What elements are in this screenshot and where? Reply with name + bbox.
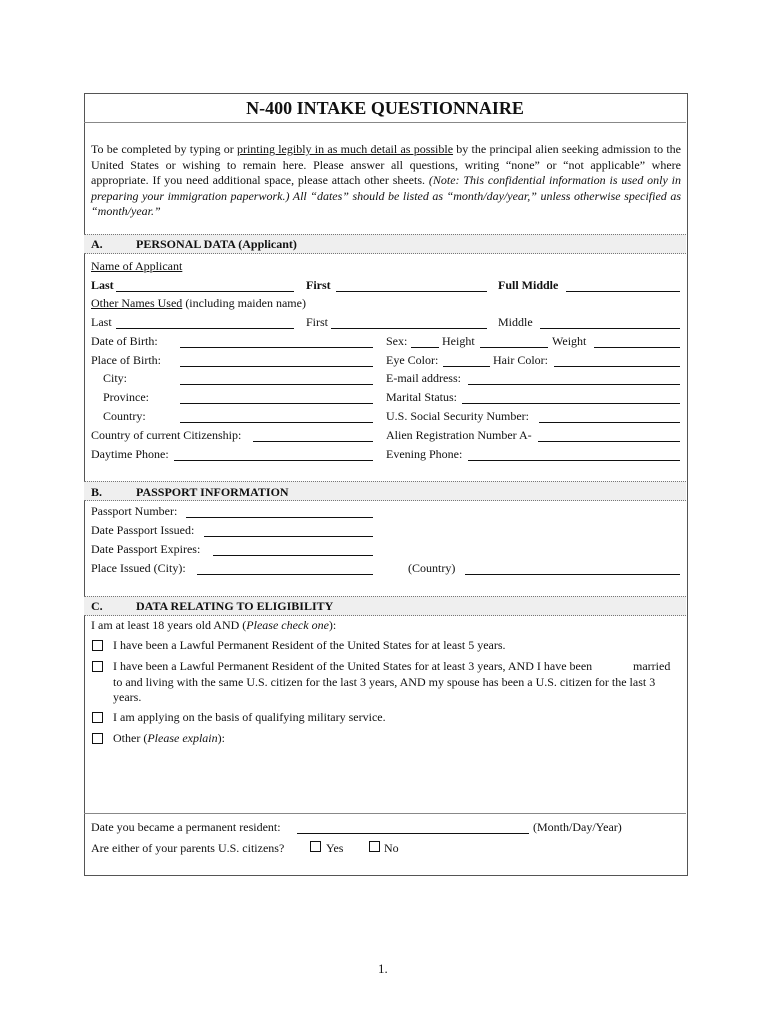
intro-paragraph: To be completed by typing or printing legibly in as much detail as possible by the principal alien seeking admission to the United States or wishing to remain here. Please answer all questions, writing “none” or “not applicable” where appropriate. If you need additional space, please attach other sheets. (Note: This confidential information is used only in preparing your immigration paperwork.) All “dates” should be listed as “month/day/year,” unless otherwise specified as “month/year.” bbox=[91, 142, 682, 219]
passport-country-label: (Country) bbox=[408, 561, 456, 575]
pr-date-field[interactable] bbox=[297, 833, 529, 834]
option-3-years-married-word: married bbox=[633, 659, 671, 673]
section-c-letter: C. bbox=[91, 599, 103, 613]
evening-phone-field[interactable] bbox=[468, 460, 680, 461]
first-name-label: First bbox=[306, 278, 331, 292]
page-number: 1. bbox=[378, 961, 388, 976]
place-issued-label: Place Issued (City): bbox=[91, 561, 186, 575]
other-first-label: First bbox=[306, 315, 329, 329]
other-last-label: Last bbox=[91, 315, 112, 329]
weight-field[interactable] bbox=[594, 347, 680, 348]
other-first-field[interactable] bbox=[331, 328, 487, 329]
daytime-phone-label: Daytime Phone: bbox=[91, 447, 169, 461]
option-other-checkbox[interactable] bbox=[92, 733, 103, 744]
section-a-letter: A. bbox=[91, 237, 103, 251]
daytime-phone-field[interactable] bbox=[174, 460, 373, 461]
pob-field[interactable] bbox=[180, 366, 373, 367]
city-label: City: bbox=[103, 371, 128, 385]
option-5-years-checkbox[interactable] bbox=[92, 640, 103, 651]
pr-date-format: (Month/Day/Year) bbox=[533, 820, 622, 834]
parents-no-checkbox[interactable] bbox=[369, 841, 380, 852]
age-requirement-text: I am at least 18 years old AND (Please check one): bbox=[91, 618, 337, 632]
option-5-years-text: I have been a Lawful Permanent Resident of the United States for at least 5 years. bbox=[113, 638, 506, 652]
other-last-field[interactable] bbox=[116, 328, 294, 329]
eye-color-field[interactable] bbox=[443, 366, 490, 367]
passport-number-label: Passport Number: bbox=[91, 504, 178, 518]
full-middle-field[interactable] bbox=[566, 291, 680, 292]
email-label: E-mail address: bbox=[386, 371, 461, 385]
sex-field[interactable] bbox=[411, 347, 439, 348]
parents-no-label: No bbox=[384, 841, 399, 855]
province-label: Province: bbox=[103, 390, 149, 404]
other-names-label: Other Names Used (including maiden name) bbox=[91, 296, 306, 310]
email-field[interactable] bbox=[468, 384, 680, 385]
full-middle-label: Full Middle bbox=[498, 278, 559, 292]
ssn-label: U.S. Social Security Number: bbox=[386, 409, 529, 423]
section-b-heading: PASSPORT INFORMATION bbox=[136, 485, 289, 499]
section-c-heading: DATA RELATING TO ELIGIBILITY bbox=[136, 599, 334, 613]
form-title: N-400 INTAKE QUESTIONNAIRE bbox=[246, 98, 524, 118]
country-field[interactable] bbox=[180, 422, 373, 423]
last-name-field[interactable] bbox=[116, 291, 294, 292]
passport-country-field[interactable] bbox=[465, 574, 680, 575]
citizenship-label: Country of current Citizenship: bbox=[91, 428, 242, 442]
parents-yes-label: Yes bbox=[326, 841, 344, 855]
evening-phone-label: Evening Phone: bbox=[386, 447, 463, 461]
passport-issued-field[interactable] bbox=[204, 536, 373, 537]
ssn-field[interactable] bbox=[539, 422, 680, 423]
section-c-divider bbox=[84, 813, 686, 814]
option-3-years-text-rest: to and living with the same U.S. citizen for the last 3 years, AND my spouse has been a U.S. citizen for the last 3 years. bbox=[113, 675, 656, 705]
alien-number-field[interactable] bbox=[538, 441, 680, 442]
title-divider bbox=[84, 122, 686, 123]
parents-citizens-question: Are either of your parents U.S. citizens? bbox=[91, 841, 285, 855]
other-middle-field[interactable] bbox=[540, 328, 680, 329]
last-name-label: Last bbox=[91, 278, 114, 292]
passport-issued-label: Date Passport Issued: bbox=[91, 523, 195, 537]
height-label: Height bbox=[442, 334, 475, 348]
hair-color-field[interactable] bbox=[554, 366, 680, 367]
passport-expires-label: Date Passport Expires: bbox=[91, 542, 201, 556]
height-field[interactable] bbox=[480, 347, 548, 348]
section-b-letter: B. bbox=[91, 485, 103, 499]
marital-status-field[interactable] bbox=[462, 403, 680, 404]
option-military-text: I am applying on the basis of qualifying military service. bbox=[113, 710, 386, 724]
parents-yes-checkbox[interactable] bbox=[310, 841, 321, 852]
hair-color-label: Hair Color: bbox=[493, 353, 548, 367]
city-field[interactable] bbox=[180, 384, 373, 385]
other-middle-label: Middle bbox=[498, 315, 533, 329]
option-3-years-text-line1: I have been a Lawful Permanent Resident of the United States for at least 3 years, AND I have been bbox=[113, 659, 593, 673]
option-other-text: Other (Please explain): bbox=[113, 731, 225, 745]
place-issued-field[interactable] bbox=[197, 574, 373, 575]
pob-label: Place of Birth: bbox=[91, 353, 161, 367]
sex-label: Sex: bbox=[386, 334, 408, 348]
option-military-checkbox[interactable] bbox=[92, 712, 103, 723]
weight-label: Weight bbox=[552, 334, 587, 348]
citizenship-field[interactable] bbox=[253, 441, 373, 442]
passport-number-field[interactable] bbox=[186, 517, 373, 518]
province-field[interactable] bbox=[180, 403, 373, 404]
country-label: Country: bbox=[103, 409, 146, 423]
dob-label: Date of Birth: bbox=[91, 334, 158, 348]
dob-field[interactable] bbox=[180, 347, 373, 348]
passport-expires-field[interactable] bbox=[213, 555, 373, 556]
name-of-applicant-label: Name of Applicant bbox=[91, 259, 183, 273]
eye-color-label: Eye Color: bbox=[386, 353, 439, 367]
section-a-heading: PERSONAL DATA (Applicant) bbox=[136, 237, 297, 251]
pr-date-label: Date you became a permanent resident: bbox=[91, 820, 281, 834]
option-3-years-married-checkbox[interactable] bbox=[92, 661, 103, 672]
marital-status-label: Marital Status: bbox=[386, 390, 457, 404]
alien-number-label: Alien Registration Number A- bbox=[386, 428, 532, 442]
first-name-field[interactable] bbox=[336, 291, 487, 292]
